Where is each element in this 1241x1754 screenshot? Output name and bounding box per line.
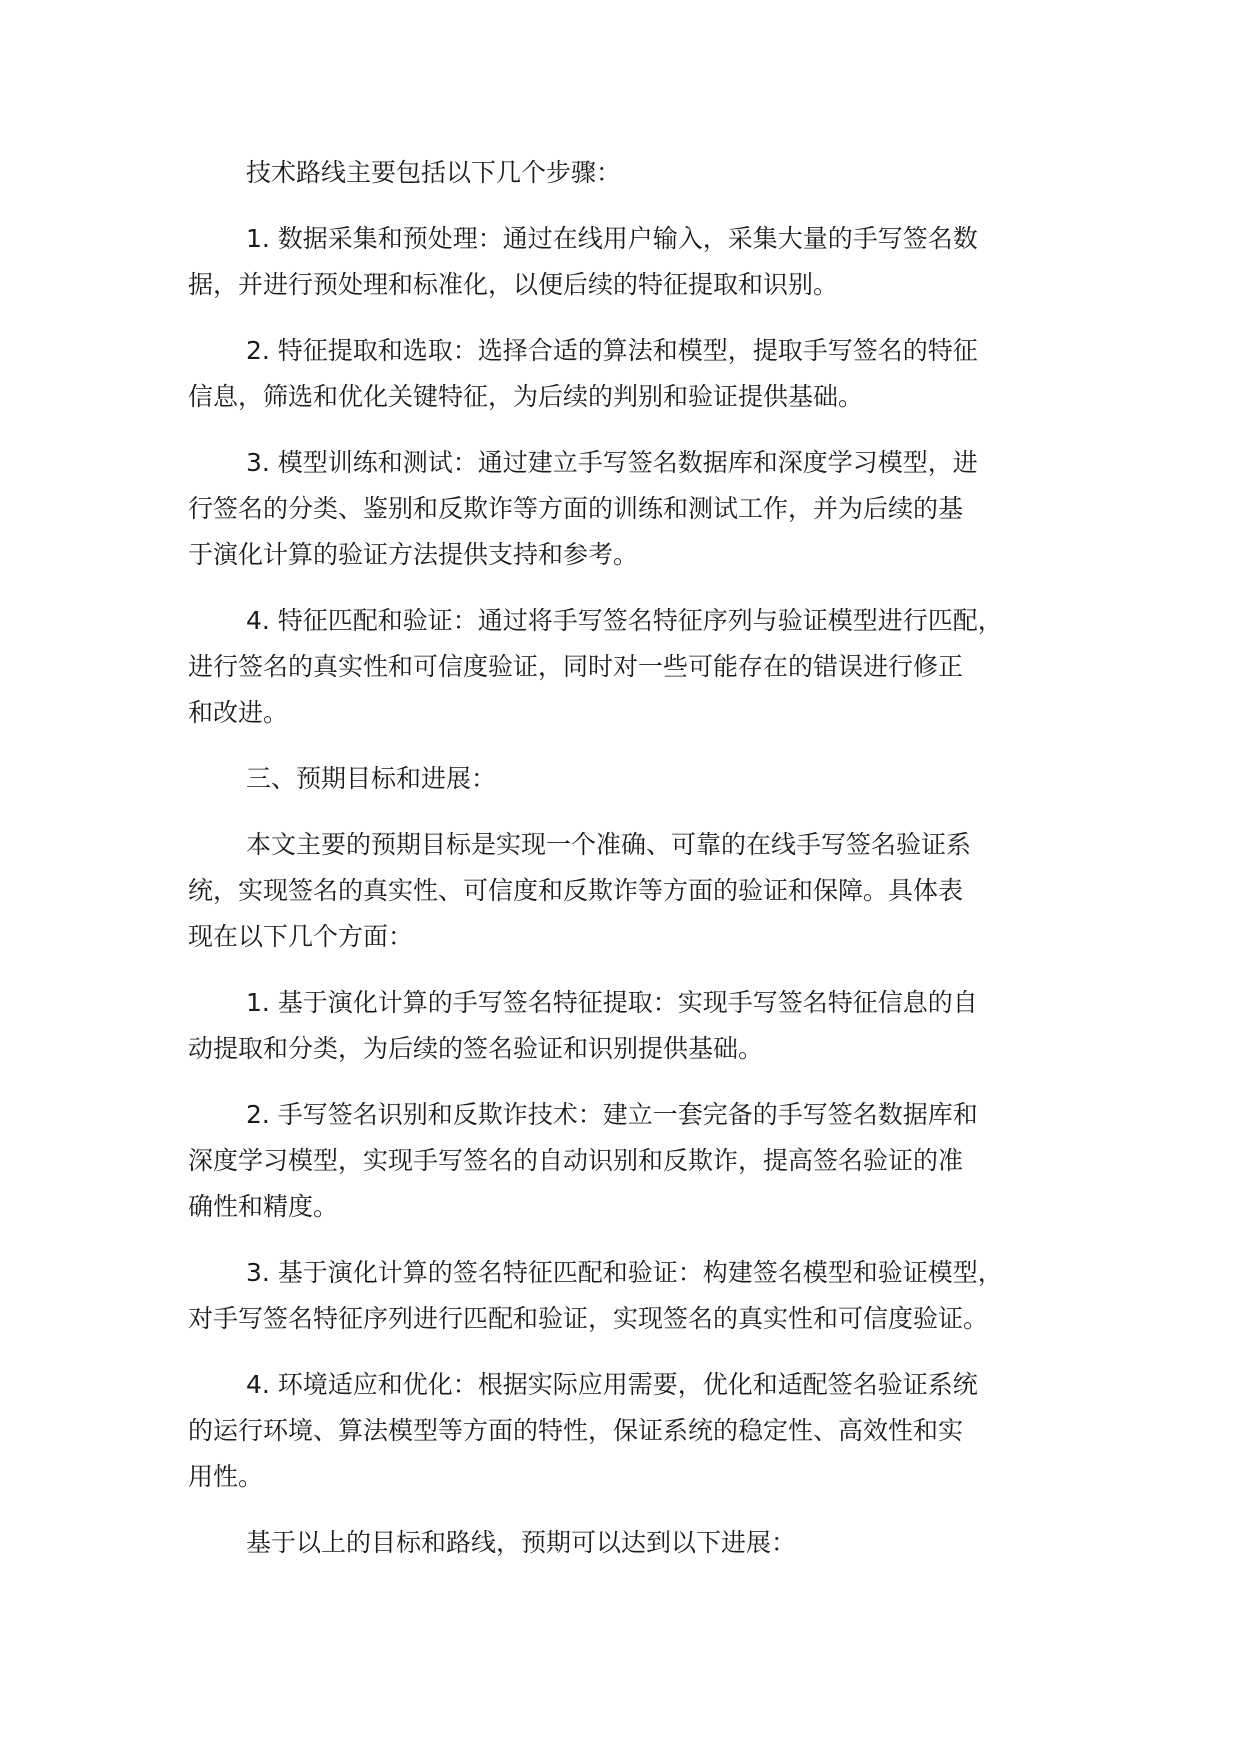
paragraph-step-2 [188, 328, 1088, 420]
paragraph-goals-intro [188, 822, 1088, 960]
text-line: 确性和精度。 [188, 1192, 339, 1221]
paragraph-goal-3 [188, 1250, 1088, 1342]
paragraph-progress-intro [188, 1520, 1088, 1566]
text-line: 本文主要的预期目标是实现一个准确、可靠的在线手写签名验证系 [246, 830, 972, 859]
text-line: 现在以下几个方面： [188, 922, 414, 951]
text-line: 4. 特征匹配和验证：通过将手写签名特征序列与验证模型进行匹配， [246, 606, 1003, 635]
text-line: 技术路线主要包括以下几个步骤： [246, 158, 622, 187]
text-line: 3. 基于演化计算的签名特征匹配和验证：构建签名模型和验证模型， [246, 1258, 1003, 1287]
text-line: 4. 环境适应和优化：根据实际应用需要，优化和适配签名验证系统 [246, 1370, 978, 1399]
section-heading-expected-goals [188, 756, 1088, 802]
text-line: 2. 特征提取和选取：选择合适的算法和模型，提取手写签名的特征 [246, 336, 978, 365]
text-line: 的运行环境、算法模型等方面的特性，保证系统的稳定性、高效性和实 [188, 1416, 964, 1445]
text-line: 和改进。 [188, 698, 289, 727]
text-line: 1. 基于演化计算的手写签名特征提取：实现手写签名特征信息的自 [246, 988, 978, 1017]
text-line: 基于以上的目标和路线，预期可以达到以下进展： [246, 1528, 797, 1557]
text-line: 用性。 [188, 1462, 264, 1491]
paragraph-step-4 [188, 598, 1088, 736]
document-body [188, 150, 1088, 1586]
paragraph-step-1 [188, 216, 1088, 308]
paragraph-goal-4 [188, 1362, 1088, 1500]
text-line: 对手写签名特征序列进行匹配和验证，实现签名的真实性和可信度验证。 [188, 1304, 989, 1333]
text-line: 1. 数据采集和预处理：通过在线用户输入，采集大量的手写签名数 [246, 224, 978, 253]
paragraph-goal-1 [188, 980, 1088, 1072]
paragraph-technical-route-intro [188, 150, 1088, 196]
text-line: 于演化计算的验证方法提供支持和参考。 [188, 540, 639, 569]
text-line: 动提取和分类，为后续的签名验证和识别提供基础。 [188, 1034, 764, 1063]
text-line: 三、预期目标和进展： [246, 764, 497, 793]
text-line: 进行签名的真实性和可信度验证，同时对一些可能存在的错误进行修正 [188, 652, 964, 681]
paragraph-goal-2 [188, 1092, 1088, 1230]
text-line: 统，实现签名的真实性、可信度和反欺诈等方面的验证和保障。具体表 [188, 876, 964, 905]
text-line: 2. 手写签名识别和反欺诈技术：建立一套完备的手写签名数据库和 [246, 1100, 978, 1129]
text-line: 行签名的分类、鉴别和反欺诈等方面的训练和测试工作，并为后续的基 [188, 494, 964, 523]
text-line: 深度学习模型，实现手写签名的自动识别和反欺诈，提高签名验证的准 [188, 1146, 964, 1175]
text-line: 3. 模型训练和测试：通过建立手写签名数据库和深度学习模型，进 [246, 448, 978, 477]
text-line: 据，并进行预处理和标准化，以便后续的特征提取和识别。 [188, 270, 839, 299]
text-line: 信息，筛选和优化关键特征，为后续的判别和验证提供基础。 [188, 382, 864, 411]
paragraph-step-3 [188, 440, 1088, 578]
